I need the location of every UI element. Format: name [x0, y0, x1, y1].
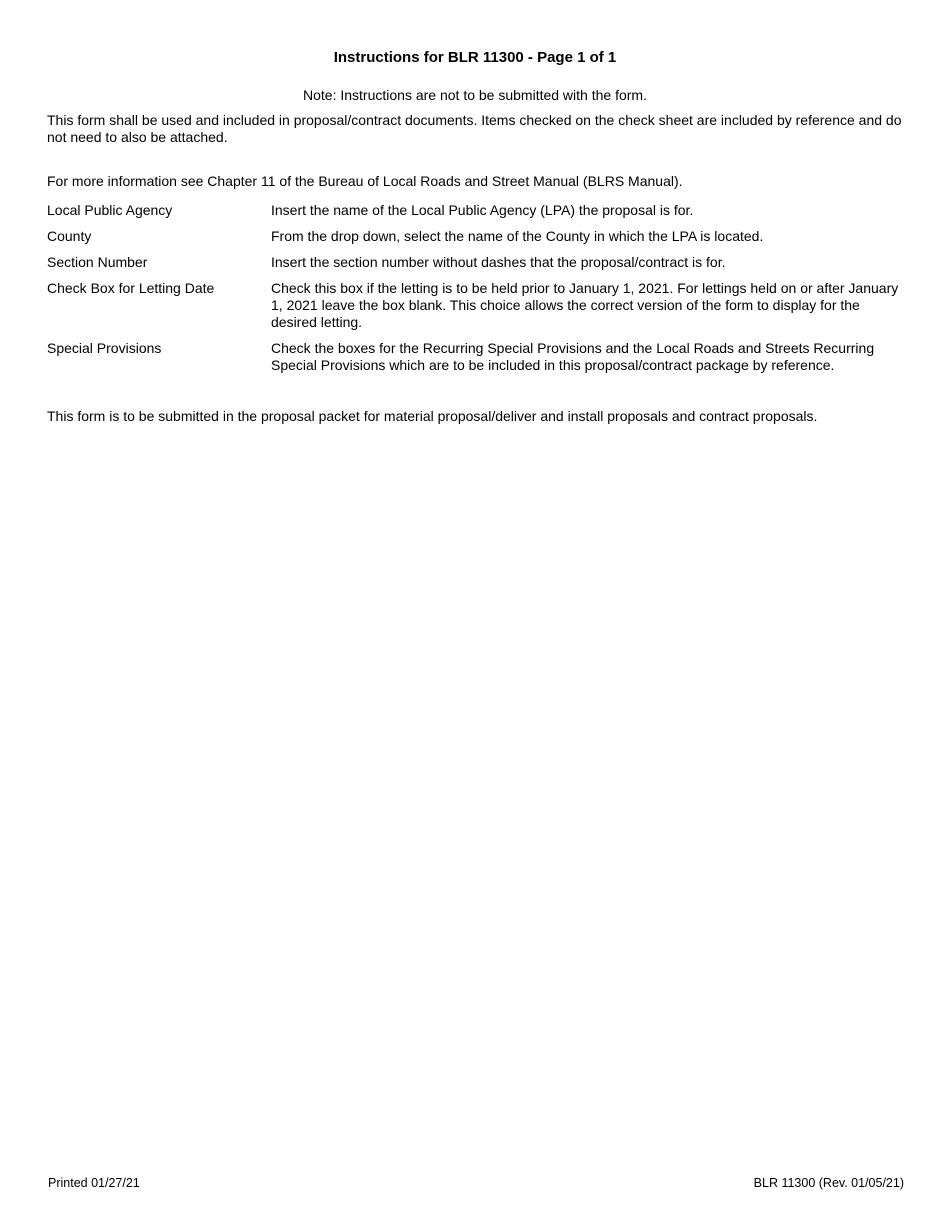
instruction-row-county: [47, 228, 907, 245]
instruction-row-letting-date: [47, 280, 907, 331]
form-revision: BLR 11300 (Rev. 01/05/21): [753, 1176, 904, 1190]
instruction-text: Insert the section number without dashes that the proposal/contract is for.: [271, 254, 726, 270]
page-title: Instructions for BLR 11300 - Page 1 of 1: [333, 49, 617, 66]
instruction-row-special-provisions: [47, 340, 907, 374]
instruction-text: Check this box if the letting is to be held prior to January 1, 2021. For lettings held on or after January 1, 2021 leave the box blank. This choice allows the correct version of the form to display for the desired letting.: [271, 280, 899, 330]
instruction-row-local-public-agency: [47, 202, 907, 219]
closing-paragraph: This form is to be submitted in the proposal packet for material proposal/deliver and install proposals and contract proposals.: [47, 408, 818, 424]
intro-paragraph: This form shall be used and included in proposal/contract documents. Items checked on the check sheet are included by reference and do not need to also be attached.: [47, 112, 902, 145]
instruction-label: Special Provisions: [47, 340, 162, 356]
instruction-text: Insert the name of the Local Public Agency (LPA) the proposal is for.: [271, 202, 694, 218]
submission-note: Note: Instructions are not to be submitted with the form.: [303, 87, 647, 103]
more-info-paragraph: For more information see Chapter 11 of the Bureau of Local Roads and Street Manual (BLRS Manual).: [47, 173, 683, 189]
instruction-list: [47, 202, 907, 383]
instruction-label: Check Box for Letting Date: [47, 280, 215, 296]
printed-date: Printed 01/27/21: [48, 1176, 140, 1190]
instruction-text: From the drop down, select the name of the County in which the LPA is located.: [271, 228, 764, 244]
instruction-row-section-number: [47, 254, 907, 271]
instruction-text: Check the boxes for the Recurring Special Provisions and the Local Roads and Streets Recurring Special Provisions which are to be included in this proposal/contract package by reference.: [271, 340, 875, 373]
instruction-label: County: [47, 228, 92, 244]
instruction-label: Section Number: [47, 254, 148, 270]
instruction-label: Local Public Agency: [47, 202, 173, 218]
